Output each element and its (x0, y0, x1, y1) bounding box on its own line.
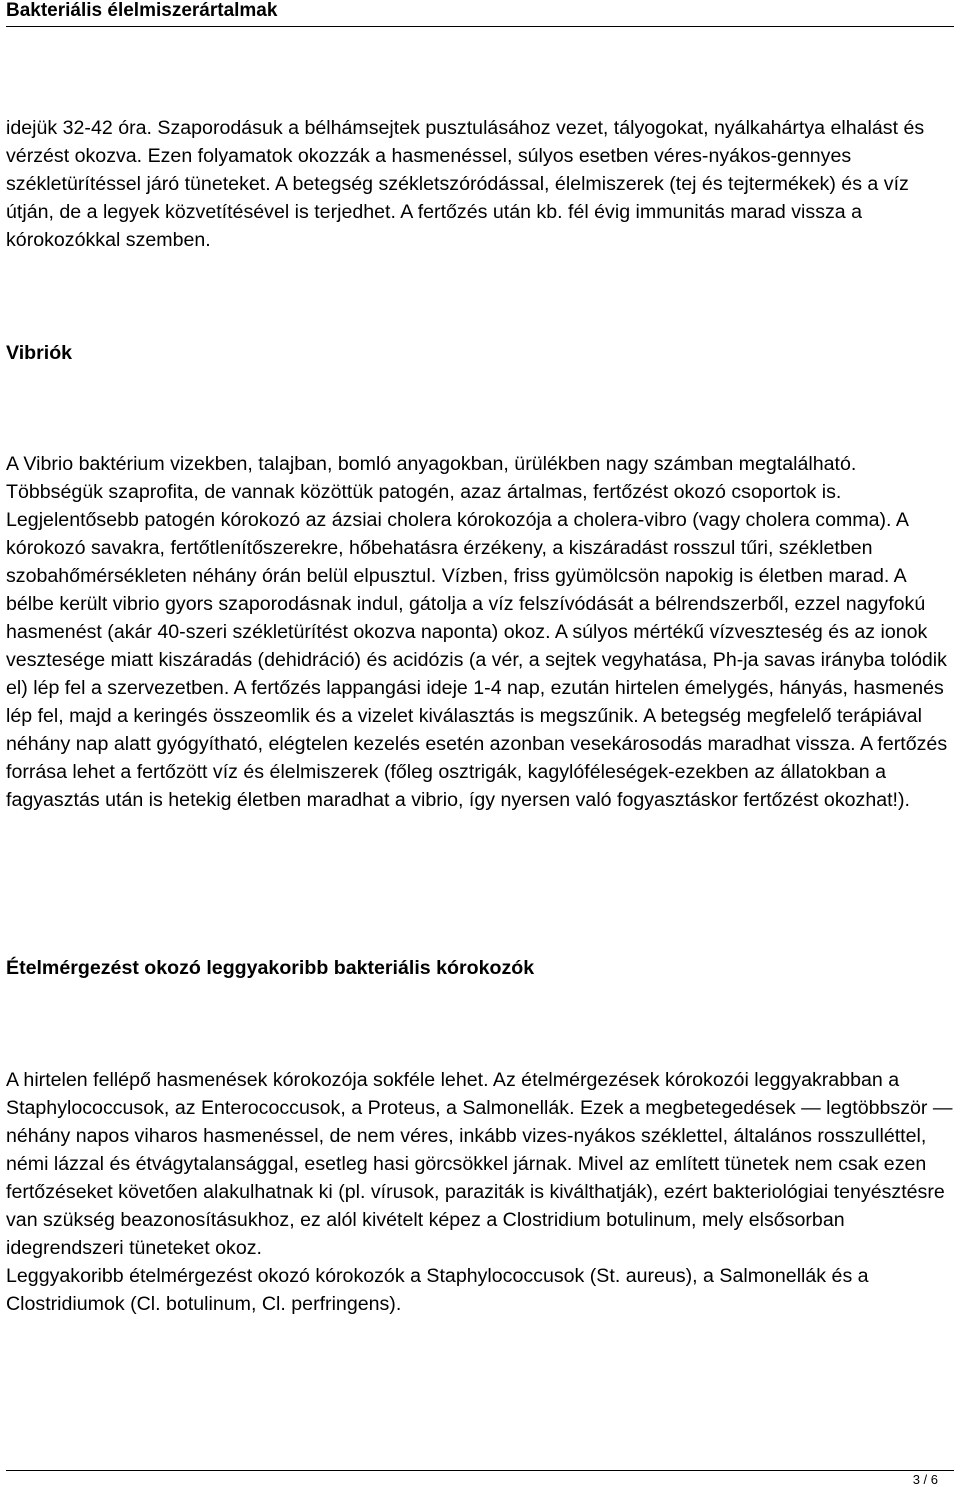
page-footer (6, 1470, 954, 1487)
page-header (6, 0, 954, 27)
pathogens-paragraph: A hirtelen fellépő hasmenések kórokozója sokféle lehet. Az ételmérgezések kórokozói leggyakrabban a Staphylococcusok, az Enterococcusok, a Proteus, a Salmonellák. Ezek a megbetegedések — legtöbbször — néhány napos viharos hasmenéssel, de nem véres, inkább vizes-nyákos széklettel, általános rosszulléttel, némi lázzal és étvágytalansággal, esetleg hasi görcsökkel járnak. Mivel az említett tünetek nem csak ezen fertőzéseket követően alakulhatnak ki (pl. vírusok, paraziták is kiválthatják), ezért bakteriológiai tenyésztésre van szükség beazonosításukhoz, ez alól kivételt képez a Clostridium botulinum, mely elsősorban idegrendszeri tüneteket okoz. (6, 1069, 953, 1259)
intro-paragraph-block (6, 114, 956, 254)
document-title: Bakteriális élelmiszerártalmak (6, 0, 278, 21)
intro-paragraph: idejük 32-42 óra. Szaporodásuk a bélhámsejtek pusztulásához vezet, tályogokat, nyálkahártya elhalást és vérzést okozva. Ezen folyamatok okozzák a hasmenéssel, súlyos esetben véres-nyákos-gennyes székletürítéssel járó tüneteket. A betegség székletszóródással, élelmiszerek (tej és tejtermékek) és a víz útján, de a legyek közvetítésével is terjedhet. A fertőzés után kb. fél évig immunitás marad vissza a kórokozókkal szemben. (6, 117, 925, 251)
section-heading-food-poisoning: Ételmérgezést okozó leggyakoribb bakteriális kórokozók (6, 957, 535, 979)
vibrio-paragraph: A Vibrio baktérium vizekben, talajban, bomló anyagokban, ürülékben nagy számban megtalálható. Többségük szaprofita, de vannak közöttük patogén, azaz ártalmas, fertőzést okozó csoportok is. Legjelentősebb patogén kórokozó az ázsiai cholera kórokozója a cholera-vibro (vagy cholera comma). A kórokozó savakra, fertőtlenítőszerekre, hőbehatásra érzékeny, a kiszáradást rosszul tűri, székletben szobahőmérsékleten néhány órán belül elpusztul. Vízben, friss gyümölcsön napokig is életben marad. A bélbe került vibrio gyors szaporodásnak indul, gátolja a víz felszívódását a bélrendszerből, ezzel nagyfokú hasmenést (akár 40-szeri székletürítést okozva naponta) okoz. A súlyos mértékű vízveszteség és az ionok vesztesége miatt kiszáradás (dehidráció) és acidózis (a vér, a sejtek vegyhatása, Ph-ja savas irányba tolódik el) lép fel a szervezetben. A fertőzés lappangási ideje 1-4 nap, ezután hirtelen émelygés, hányás, hasmenés lép fel, majd a keringés összeomlik és a vizelet kiválasztás is megszűnik. A betegség megfelelő terápiával néhány nap alatt gyógyítható, elégtelen kezelés esetén azonban vesekárosodás maradhat vissza. A fertőzés forrása lehet a fertőzött víz és élelmiszerek (főleg osztrigák, kagylóféleségek-ezekben az állatokban a fagyasztás után is hetekig életben maradhat a vibrio, így nyersen való fogyasztáskor fertőzést okozhat!). (6, 453, 948, 811)
vibrio-paragraph-block (6, 450, 956, 814)
page-number: 3 / 6 (912, 1472, 938, 1487)
section-heading-vibrio: Vibriók (6, 342, 73, 364)
pathogens-paragraph-block (6, 1066, 956, 1318)
pathogens-summary-paragraph: Leggyakoribb ételmérgezést okozó kórokozók a Staphylococcusok (St. aureus), a Salmonellák és a Clostridiumok (Cl. botulinum, Cl. perfringens). (6, 1265, 869, 1315)
